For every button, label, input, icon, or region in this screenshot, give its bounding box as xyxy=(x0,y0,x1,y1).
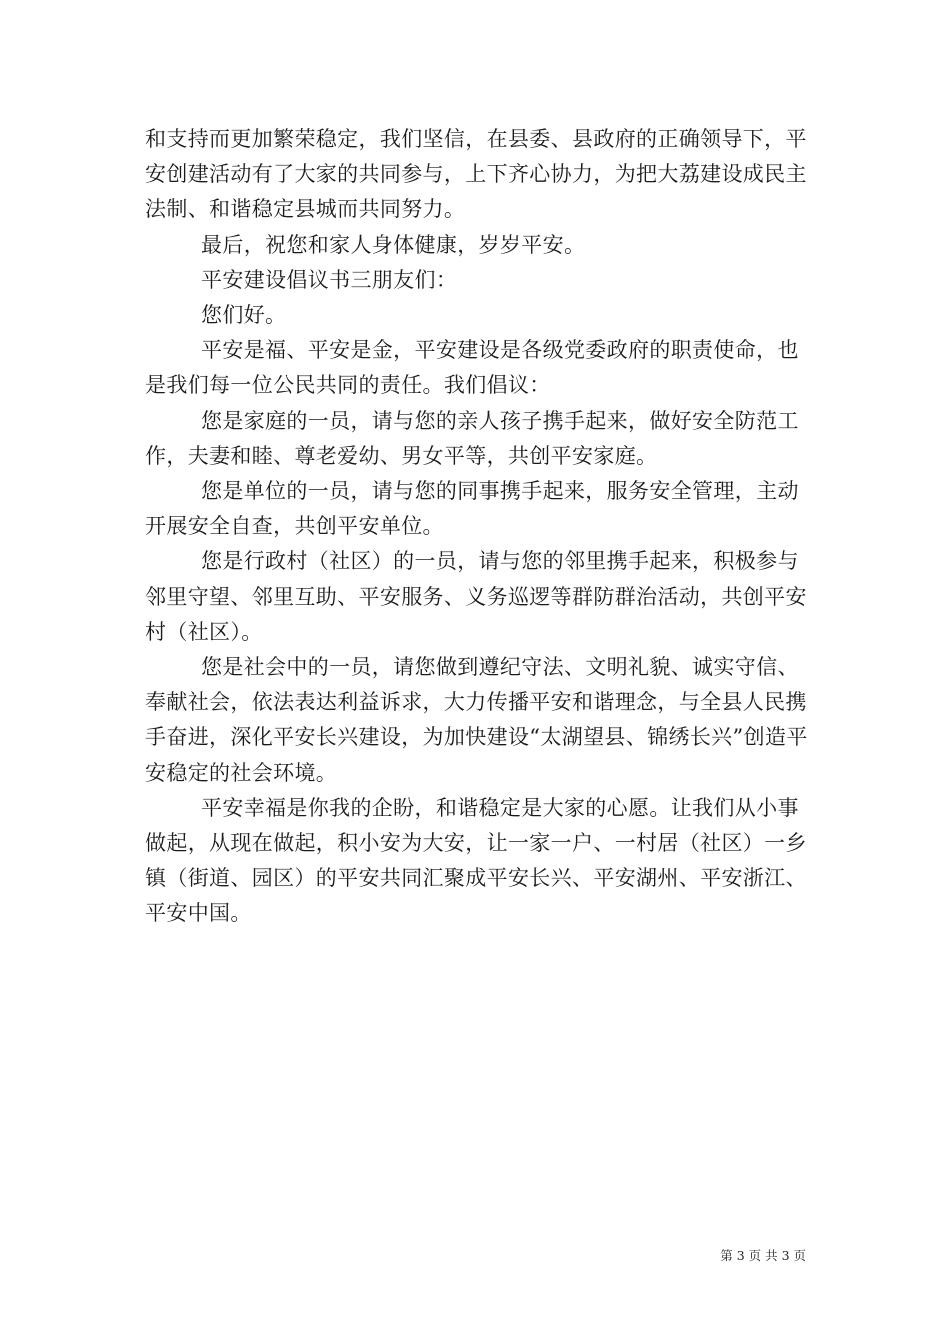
paragraph-5: 平安是福、平安是金，平安建设是各级党委政府的职责使命，也是我们每一位公民共同的责任。我们倡议： xyxy=(145,338,799,398)
paragraph-10: 平安幸福是你我的企盼，和谐稳定是大家的心愿。让我们从小事做起，从现在做起，积小安为大安，让一家一户、一村居（社区）一乡镇（街道、园区）的平安共同汇聚成平安长兴、平安湖州、平安浙江、平安中国。 xyxy=(145,795,807,926)
paragraph-6: 您是家庭的一员，请与您的亲人孩子携手起来，做好安全防范工作，夫妻和睦、尊老爱幼、男女平等，共创平安家庭。 xyxy=(145,408,799,468)
paragraph-7: 您是单位的一员，请与您的同事携手起来，服务安全管理，主动开展安全自查，共创平安单位。 xyxy=(145,479,799,539)
page-number: 第 3 页 共 3 页 xyxy=(720,1248,806,1263)
paragraph-1: 和支持而更加繁荣稳定，我们坚信，在县委、县政府的正确领导下，平安创建活动有了大家的共同参与，上下齐心协力，为把大荔建设成民主法制、和谐稳定县城而共同努力。 xyxy=(145,127,807,222)
document-body xyxy=(145,122,810,932)
paragraph-2: 最后，祝您和家人身体健康，岁岁平安。 xyxy=(201,232,586,257)
paragraph-4: 您们好。 xyxy=(201,303,287,328)
paragraph-8: 您是行政村（社区）的一员，请与您的邻里携手起来，积极参与邻里守望、邻里互助、平安服务、义务巡逻等群防群治活动，共创平安村（社区）。 xyxy=(145,549,807,644)
paragraph-3: 平安建设倡议书三朋友们： xyxy=(201,267,458,292)
paragraph-9: 您是社会中的一员，请您做到遵纪守法、文明礼貌、诚实守信、奉献社会，依法表达利益诉求，大力传播平安和谐理念，与全县人民携手奋进，深化平安长兴建设，为加快建设“太湖望县、锦绣长兴”创造平安稳定的社会环境。 xyxy=(145,655,808,785)
